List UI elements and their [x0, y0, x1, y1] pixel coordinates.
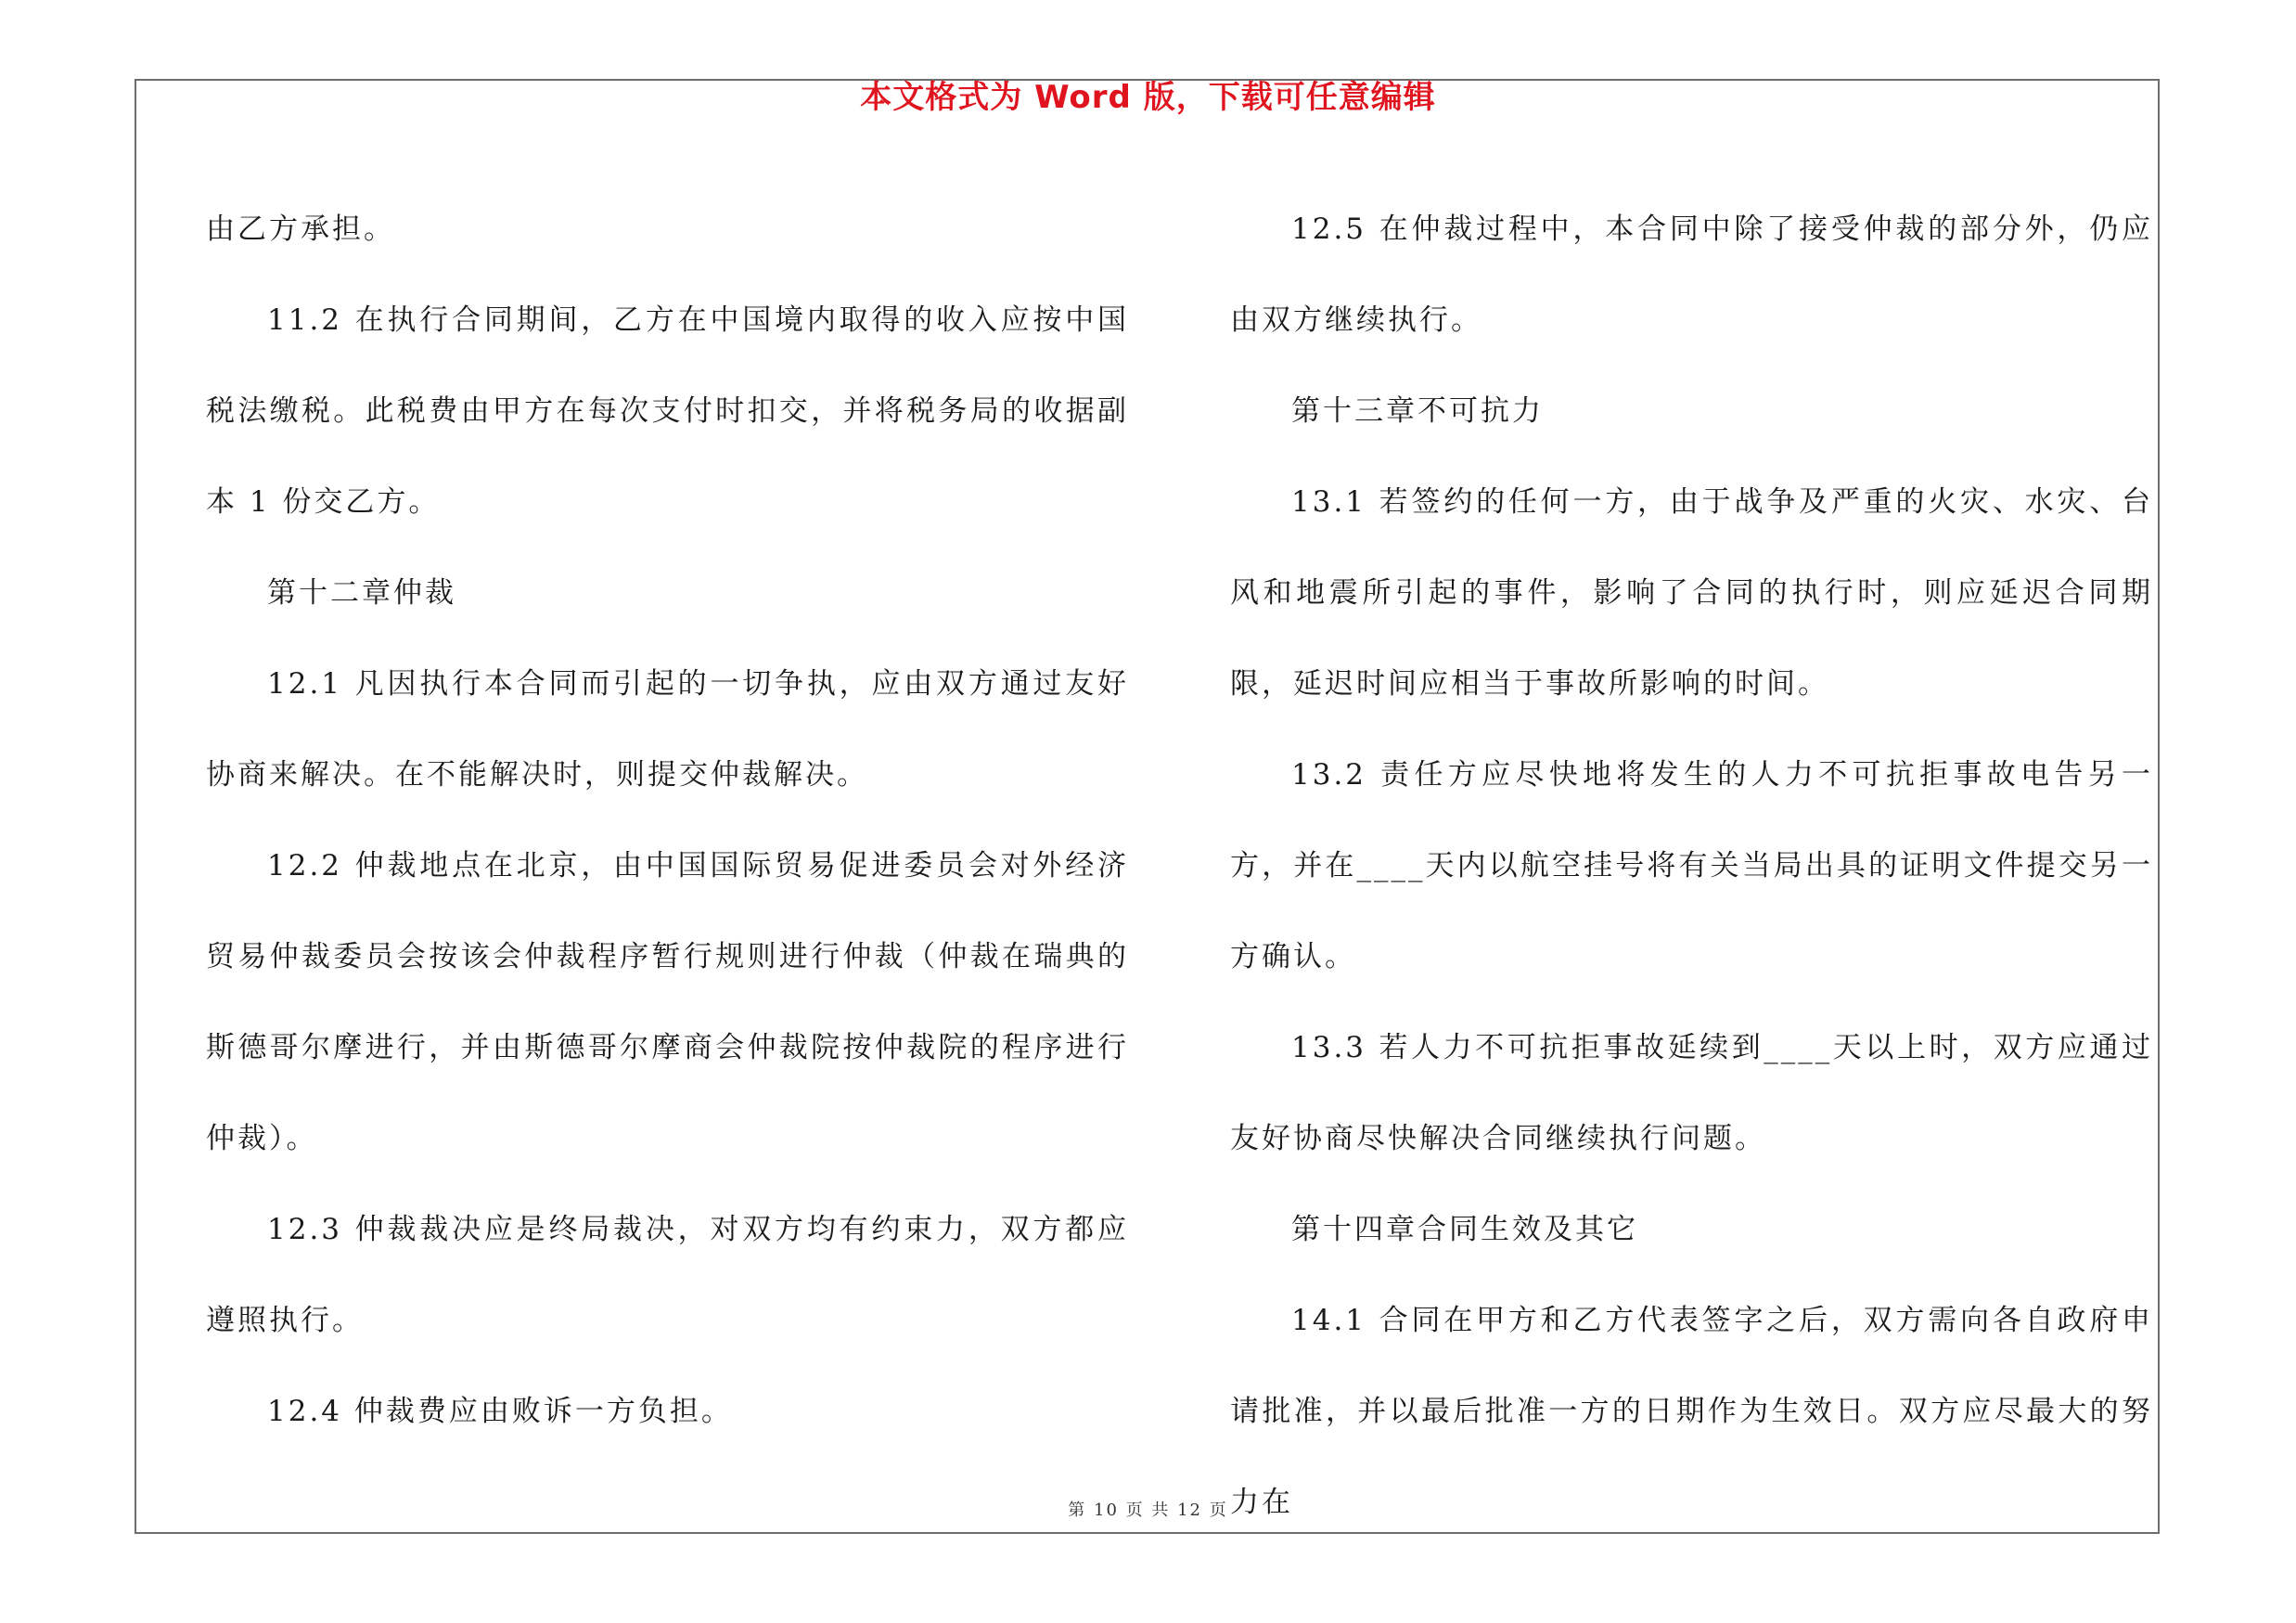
chapter-heading: 第十二章仲裁: [267, 576, 456, 610]
paragraph: 13.1 若签约的任何一方，由于战争及严重的火灾、水灾、台风和地震所引起的事件，影响了合同的执行时，则应延迟合同期限，延迟时间应相当于事故所影响的时间。: [1230, 485, 2153, 701]
page-number: 第 10 页 共 12 页: [1068, 1501, 1228, 1520]
paragraph: 12.1 凡因执行本合同而引起的一切争执，应由双方通过友好协商来解决。在不能解决时，则提交仲裁解决。: [206, 667, 1129, 792]
paragraph: 13.2 责任方应尽快地将发生的人力不可抗拒事故电告另一方，并在____天内以航空挂号将有关当局出具的证明文件提交另一方确认。: [1230, 758, 2153, 973]
chapter-heading: 第十三章不可抗力: [1291, 394, 1544, 428]
paragraph: 14.1 合同在甲方和乙方代表签字之后，双方需向各自政府申请批准，并以最后批准一方的日期作为生效日。双方应尽最大的努力在: [1230, 1304, 2153, 1519]
paragraph: 由乙方承担。: [206, 213, 395, 246]
paragraph: 12.5 在仲裁过程中，本合同中除了接受仲裁的部分外，仍应由双方继续执行。: [1230, 213, 2153, 337]
right-column: [1230, 184, 2153, 1548]
chapter-heading: 第十四章合同生效及其它: [1291, 1213, 1638, 1246]
left-column: [206, 184, 1129, 1457]
paragraph: 13.3 若人力不可抗拒事故延续到____天以上时，双方应通过友好协商尽快解决合同继续执行问题。: [1230, 1031, 2153, 1155]
paragraph: 12.2 仲裁地点在北京，由中国国际贸易促进委员会对外经济贸易仲裁委员会按该会仲裁程序暂行规则进行仲裁（仲裁在瑞典的斯德哥尔摩进行，并由斯德哥尔摩商会仲裁院按仲裁院的程序进行仲裁）。: [206, 849, 1129, 1155]
header-banner: 本文格式为 Word 版，下载可任意编辑: [860, 79, 1436, 116]
paragraph: 12.4 仲裁费应由败诉一方负担。: [267, 1395, 733, 1428]
paragraph: 12.3 仲裁裁决应是终局裁决，对双方均有约束力，双方都应遵照执行。: [206, 1213, 1129, 1337]
paragraph: 11.2 在执行合同期间，乙方在中国境内取得的收入应按中国税法缴税。此税费由甲方在每次支付时扣交，并将税务局的收据副本 1 份交乙方。: [206, 303, 1129, 519]
